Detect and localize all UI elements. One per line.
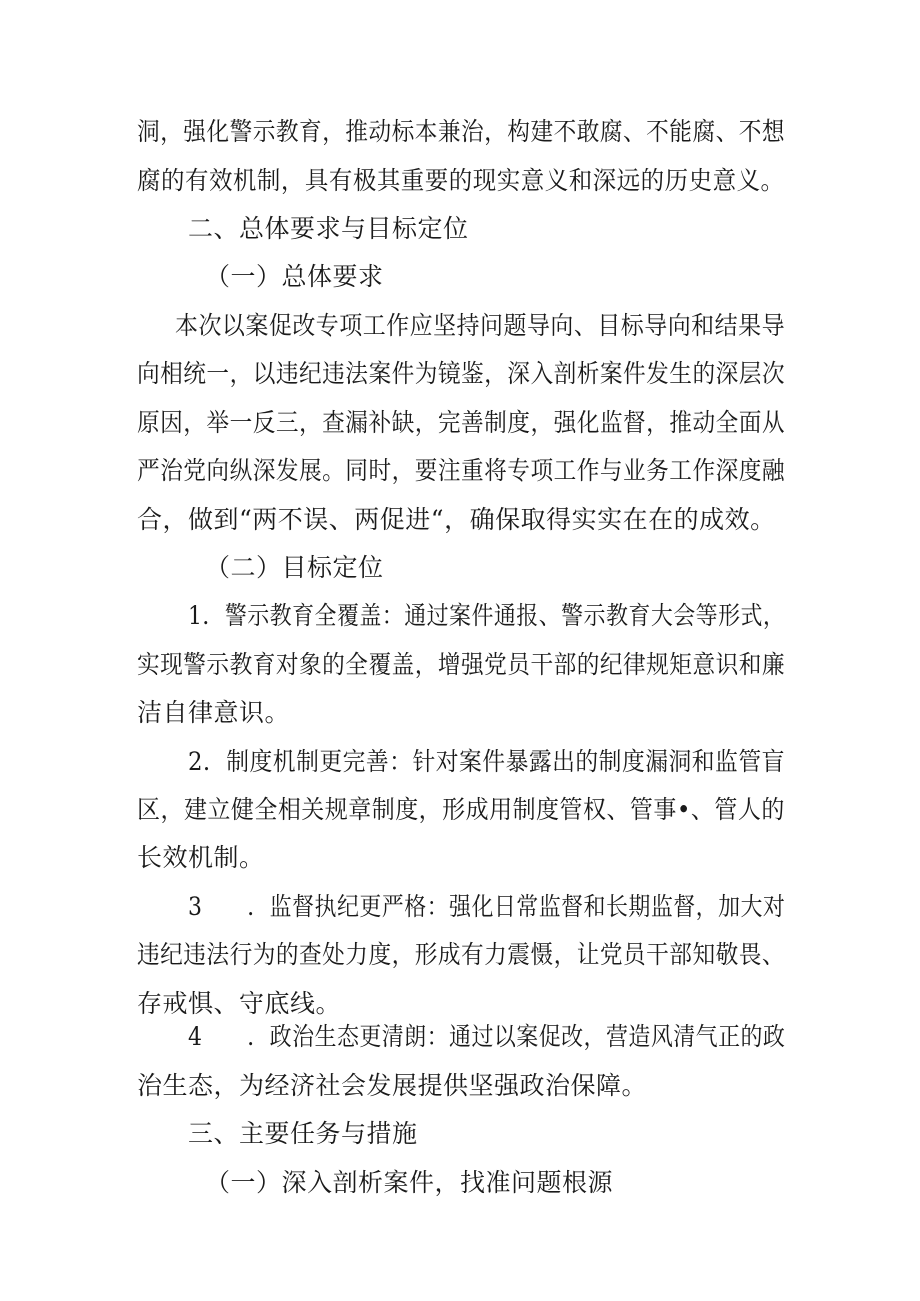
list-item-2-line-1: 2．制度机制更完善：针对案件暴露出的制度漏洞和监管盲	[188, 747, 785, 776]
body-line-9: 合，做到“两不误、两促进“，确保取得实实在在的成效。	[137, 505, 776, 534]
subsection-heading-2-1: （一）总体要求	[205, 262, 384, 291]
body-line-6: 向相统一，以违纪违法案件为镜鉴，深入剖析案件发生的深层次	[137, 359, 786, 388]
list-item-3-line-2: 违纪违法行为的查处力度，形成有力震慑，让党员干部知敬畏、	[137, 940, 786, 969]
body-line-1: 洞，强化警示教育，推动标本兼治，构建不敢腐、不能腐、不想	[137, 117, 786, 146]
section-heading-2: 二、总体要求与目标定位	[188, 214, 469, 243]
section-heading-3: 三、主要任务与措施	[188, 1119, 418, 1148]
body-line-5: 本次以案促改专项工作应坚持问题导向、目标导向和结果导	[175, 311, 786, 340]
list-item-3-line-1: 3 ．监督执纪更严格：强化日常监督和长期监督，加大对	[188, 892, 786, 921]
subsection-heading-3-1: （一）深入剖析案件，找准问题根源	[205, 1168, 614, 1197]
body-line-7: 原因，举一反三，查漏补缺，完善制度，强化监督，推动全面从	[137, 408, 786, 437]
list-item-1-line-2: 实现警示教育对象的全覆盖，增强党员干部的纪律规矩意识和廉	[137, 650, 786, 679]
list-item-3-line-3: 存戒惧、守底线。	[137, 989, 342, 1018]
list-item-4-line-1: 4 ．政治生态更清朗：通过以案促改，营造风清气正的政	[188, 1022, 786, 1051]
body-line-8: 严治党向纵深发展。同时，要注重将专项工作与业务工作深度融	[137, 456, 786, 485]
list-item-2-line-2: 区，建立健全相关规章制度，形成用制度管权、管事•、管人的	[137, 795, 785, 824]
body-line-2: 腐的有效机制，具有极其重要的现实意义和深远的历史意义。	[137, 166, 785, 195]
list-item-2-line-3: 长效机制。	[137, 843, 265, 872]
list-item-1-line-3: 洁自律意识。	[137, 698, 291, 727]
subsection-heading-2-2: （二）目标定位	[205, 553, 384, 582]
list-item-1-line-1: 1．警示教育全覆盖：通过案件通报、警示教育大会等形式，	[188, 601, 786, 630]
list-item-4-line-2: 治生态，为经济社会发展提供坚强政治保障。	[137, 1071, 648, 1100]
